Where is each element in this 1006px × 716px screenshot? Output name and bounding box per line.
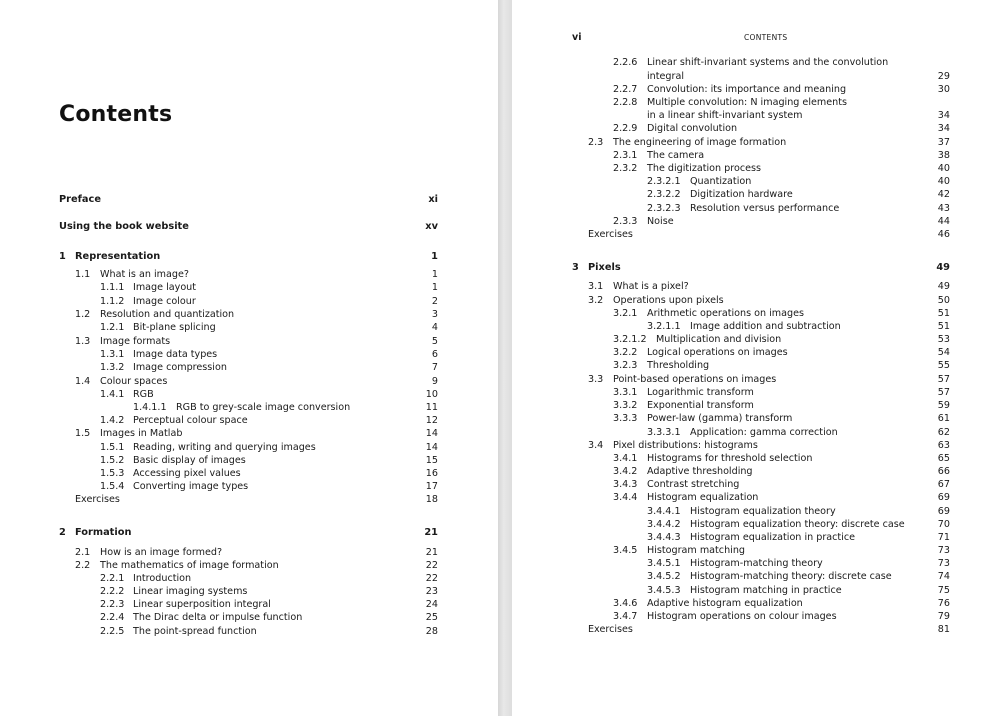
- toc-entry-title: RGB to grey-scale image conversion: [176, 402, 351, 413]
- toc-entry-number: 1.1.1: [100, 282, 125, 293]
- toc-entry-page: 22: [425, 560, 438, 571]
- toc-entry-page: 66: [937, 466, 950, 477]
- toc-entry-title: Histograms for threshold selection: [647, 453, 813, 464]
- toc-entry-number: 3.2.1.2: [613, 334, 647, 345]
- toc-entry-number: 2.3.2.3: [647, 203, 681, 214]
- toc-entry-page: 21: [425, 547, 438, 558]
- toc-entry-number: 2.2.5: [100, 626, 125, 637]
- toc-entry-title: Histogram equalization: [647, 492, 759, 503]
- toc-entry-number: 1.4.1.1: [133, 402, 167, 413]
- toc-entry-number: 2.2.3: [100, 599, 125, 610]
- toc-entry: [512, 373, 950, 386]
- toc-entry-page: 14: [425, 442, 438, 453]
- toc-entry-page: 5: [431, 336, 438, 347]
- toc-entry-number: 1.5: [75, 428, 91, 439]
- toc-entry-title: Perceptual colour space: [133, 415, 248, 426]
- toc-entry-page: 11: [425, 402, 438, 413]
- toc-entry-number: 2.2.1: [100, 573, 125, 584]
- toc-entry-number: 3.1: [588, 281, 604, 292]
- toc-entry-title: Reading, writing and querying images: [133, 442, 316, 453]
- toc-entry: [0, 625, 438, 638]
- toc-entry: [512, 491, 950, 504]
- toc-entry: [512, 96, 950, 109]
- toc-entry-title: Accessing pixel values: [133, 468, 241, 479]
- toc-entry-title: Histogram operations on colour images: [647, 611, 837, 622]
- toc-entry-page: 79: [937, 611, 950, 622]
- toc-entry-number: 3.4.3: [613, 479, 638, 490]
- toc-entry-page: 1: [431, 251, 438, 262]
- toc-entry-page: xi: [428, 194, 438, 205]
- toc-entry-number: 2.2.9: [613, 123, 638, 134]
- toc-entry-number: 1.5.4: [100, 481, 125, 492]
- toc-entry-page: 10: [425, 389, 438, 400]
- toc-entry-title: Histogram equalization in practice: [690, 532, 856, 543]
- toc-entry-page: 49: [936, 262, 950, 273]
- toc-entry: [0, 220, 438, 233]
- toc-entry-number: 3.4.4.3: [647, 532, 681, 543]
- toc-entry-title: Power-law (gamma) transform: [647, 413, 793, 424]
- toc-entry-number: 3.4.4.2: [647, 519, 681, 530]
- toc-entry-page: 21: [424, 527, 438, 538]
- toc-entry-number: 2.3.3: [613, 216, 638, 227]
- toc-entry-title: Exercises: [588, 229, 633, 240]
- left-page: [0, 0, 498, 716]
- toc-entry-title: Operations upon pixels: [613, 295, 724, 306]
- toc-entry-title: Basic display of images: [133, 455, 246, 466]
- toc-entry: [512, 228, 950, 241]
- toc-entry-number: 1.5.1: [100, 442, 125, 453]
- toc-entry: [512, 188, 950, 201]
- toc-entry-page: 63: [937, 440, 950, 451]
- toc-entry-number: 1.3.2: [100, 362, 125, 373]
- toc-entry-title: Using the book website: [59, 221, 189, 232]
- toc-entry-page: 34: [937, 110, 950, 121]
- toc-entry-title: Histogram matching: [647, 545, 745, 556]
- toc-entry-page: xv: [425, 221, 438, 232]
- toc-entry: [0, 361, 438, 374]
- toc-entry-title: in a linear shift-invariant system: [647, 110, 803, 121]
- toc-entry-title: Image colour: [133, 296, 196, 307]
- toc-entry-page: 23: [425, 586, 438, 597]
- toc-entry-page: 7: [431, 362, 438, 373]
- toc-entry-title: Pixel distributions: histograms: [613, 440, 758, 451]
- toc-entry-page: 57: [937, 374, 950, 385]
- toc-entry: [512, 518, 950, 531]
- toc-entry-number: 3.3.1: [613, 387, 638, 398]
- toc-entry: [0, 335, 438, 348]
- toc-entry-page: 46: [937, 229, 950, 240]
- toc-entry-title: Introduction: [133, 573, 192, 584]
- toc-entry-title: Convolution: its importance and meaning: [647, 84, 847, 95]
- toc-entry-number: 1.1: [75, 269, 91, 280]
- toc-entry-page: 9: [431, 376, 438, 387]
- toc-entry: [0, 375, 438, 388]
- toc-entry-number: 1.2.1: [100, 322, 125, 333]
- toc-entry-number: 3.4.5.3: [647, 585, 681, 596]
- toc-entry-page: 14: [425, 428, 438, 439]
- toc-entry: [0, 427, 438, 440]
- toc-entry: [0, 572, 438, 585]
- toc-entry: [512, 359, 950, 372]
- toc-entry-number: 2.2.7: [613, 84, 638, 95]
- toc-entry-page: 70: [937, 519, 950, 530]
- toc-entry: [512, 122, 950, 135]
- toc-entry-title: Linear shift-invariant systems and the convolution: [647, 57, 889, 68]
- toc-entry-number: 3.4: [588, 440, 604, 451]
- toc-entry-page: 17: [425, 481, 438, 492]
- toc-entry: [512, 531, 950, 544]
- toc-entry-page: 12: [425, 415, 438, 426]
- toc-entry-number: 2.2.8: [613, 97, 638, 108]
- right-page: [512, 0, 1006, 716]
- toc-entry-page: 65: [937, 453, 950, 464]
- toc-entry-title: Converting image types: [133, 481, 249, 492]
- toc-entry-page: 40: [937, 163, 950, 174]
- toc-entry: [0, 281, 438, 294]
- toc-entry-number: 3: [572, 262, 579, 273]
- toc-entry-page: 24: [425, 599, 438, 610]
- toc-entry-title: Exercises: [75, 494, 120, 505]
- toc-entry: [0, 250, 438, 263]
- toc-entry-page: 15: [425, 455, 438, 466]
- toc-entry: [0, 611, 438, 624]
- toc-entry: [0, 348, 438, 361]
- toc-entry-page: 2: [431, 296, 438, 307]
- toc-entry-page: 73: [937, 545, 950, 556]
- toc-entry-page: 29: [937, 71, 950, 82]
- toc-entry: [512, 478, 950, 491]
- toc-entry-title: Histogram-matching theory: discrete case: [690, 571, 892, 582]
- toc-entry-number: 3.2.2: [613, 347, 638, 358]
- toc-entry-number: 2.2.2: [100, 586, 125, 597]
- toc-entry-number: 1.4.1: [100, 389, 125, 400]
- toc-entry-number: 3.2.1.1: [647, 321, 681, 332]
- toc-entry-number: 2.2: [75, 560, 91, 571]
- toc-entry-number: 3.3.3: [613, 413, 638, 424]
- toc-entry-title: Quantization: [690, 176, 752, 187]
- toc-entry-title: Image layout: [133, 282, 197, 293]
- toc-entry-page: 75: [937, 585, 950, 596]
- toc-entry-number: 1.4.2: [100, 415, 125, 426]
- toc-entry-number: 3.3.2: [613, 400, 638, 411]
- toc-entry-page: 37: [937, 137, 950, 148]
- toc-entry-page: 59: [937, 400, 950, 411]
- toc-entry-title: What is an image?: [100, 269, 189, 280]
- toc-entry-title: How is an image formed?: [100, 547, 223, 558]
- toc-entry-title: Image data types: [133, 349, 218, 360]
- toc-entry: [512, 149, 950, 162]
- toc-entry-title: Linear superposition integral: [133, 599, 271, 610]
- toc-entry-title: The point-spread function: [133, 626, 257, 637]
- toc-entry: [0, 414, 438, 427]
- toc-entry-page: 62: [937, 427, 950, 438]
- toc-entry-title: The engineering of image formation: [613, 137, 787, 148]
- toc-entry-title: Application: gamma correction: [690, 427, 838, 438]
- toc-entry-page: 43: [937, 203, 950, 214]
- toc-entry-number: 2.3.1: [613, 150, 638, 161]
- toc-entry: [512, 261, 950, 274]
- toc-entry: [512, 544, 950, 557]
- toc-entry: [512, 307, 950, 320]
- toc-entry: [512, 215, 950, 228]
- toc-entry-page: 1: [431, 269, 438, 280]
- toc-entry-title: Preface: [59, 194, 101, 205]
- toc-entry-page: 34: [937, 123, 950, 134]
- toc-entry-page: 49: [937, 281, 950, 292]
- toc-entry-page: 6: [431, 349, 438, 360]
- toc-entry: [512, 294, 950, 307]
- toc-entry: [512, 109, 950, 122]
- toc-entry-title: Logarithmic transform: [647, 387, 754, 398]
- toc-entry-page: 22: [425, 573, 438, 584]
- toc-entry-number: 1.5.3: [100, 468, 125, 479]
- toc-entry-number: 3.3.3.1: [647, 427, 681, 438]
- toc-entry: [0, 321, 438, 334]
- toc-entry-number: 3.4.7: [613, 611, 638, 622]
- book-gutter: [498, 0, 512, 716]
- toc-entry-page: 69: [937, 492, 950, 503]
- toc-entry-page: 3: [431, 309, 438, 320]
- toc-entry-number: 1.3: [75, 336, 91, 347]
- toc-entry: [512, 623, 950, 636]
- toc-entry-page: 69: [937, 506, 950, 517]
- toc-entry-number: 3.4.6: [613, 598, 638, 609]
- toc-entry: [512, 83, 950, 96]
- toc-entry-number: 3.4.4.1: [647, 506, 681, 517]
- toc-entry: [0, 546, 438, 559]
- toc-entry-page: 28: [425, 626, 438, 637]
- toc-entry: [0, 193, 438, 206]
- toc-entry-number: 2.3.2: [613, 163, 638, 174]
- toc-entry-number: 2.3.2.2: [647, 189, 681, 200]
- toc-entry-number: 3.2.3: [613, 360, 638, 371]
- toc-entry-number: 2.3.2.1: [647, 176, 681, 187]
- toc-entry: [512, 399, 950, 412]
- toc-entry: [512, 162, 950, 175]
- toc-entry: [512, 465, 950, 478]
- toc-entry-number: 3.2: [588, 295, 604, 306]
- toc-entry-title: Histogram-matching theory: [690, 558, 823, 569]
- toc-entry-number: 1.2: [75, 309, 91, 320]
- toc-entry-title: Adaptive histogram equalization: [647, 598, 803, 609]
- toc-entry-title: Histogram equalization theory: [690, 506, 836, 517]
- toc-entry: [0, 268, 438, 281]
- toc-entry: [512, 202, 950, 215]
- toc-entry-page: 73: [937, 558, 950, 569]
- toc-entry: [512, 56, 950, 69]
- toc-entry: [512, 346, 950, 359]
- toc-entry-number: 3.4.2: [613, 466, 638, 477]
- toc-entry-title: The camera: [647, 150, 705, 161]
- toc-entry-page: 25: [425, 612, 438, 623]
- toc-entry: [512, 412, 950, 425]
- toc-entry-page: 4: [431, 322, 438, 333]
- toc-entry: [0, 401, 438, 414]
- toc-entry-page: 1: [431, 282, 438, 293]
- toc-entry-number: 2: [59, 527, 66, 538]
- toc-entry: [512, 570, 950, 583]
- toc-entry-page: 51: [937, 321, 950, 332]
- toc-entry-number: 1.3.1: [100, 349, 125, 360]
- toc-entry-title: Noise: [647, 216, 674, 227]
- toc-entry-title: Linear imaging systems: [133, 586, 248, 597]
- toc-entry-title: What is a pixel?: [613, 281, 689, 292]
- toc-entry: [512, 136, 950, 149]
- toc-entry: [512, 452, 950, 465]
- toc-entry: [0, 441, 438, 454]
- toc-entry: [512, 386, 950, 399]
- running-head: CONTENTS: [744, 33, 788, 42]
- toc-entry-page: 76: [937, 598, 950, 609]
- running-page-number: vi: [572, 32, 582, 43]
- toc-entry-title: Representation: [75, 251, 161, 262]
- toc-entry-title: Arithmetic operations on images: [647, 308, 805, 319]
- toc-entry: [0, 526, 438, 539]
- toc-entry-title: Thresholding: [647, 360, 710, 371]
- toc-entry-title: The Dirac delta or impulse function: [133, 612, 303, 623]
- toc-entry-page: 55: [937, 360, 950, 371]
- toc-entry-number: 3.4.5.2: [647, 571, 681, 582]
- toc-entry-page: 51: [937, 308, 950, 319]
- toc-entry-title: Formation: [75, 527, 132, 538]
- contents-title: Contents: [59, 102, 173, 127]
- toc-entry: [512, 557, 950, 570]
- toc-entry-number: 1.5.2: [100, 455, 125, 466]
- toc-entry: [0, 585, 438, 598]
- toc-entry: [512, 610, 950, 623]
- toc-entry-number: 1: [59, 251, 66, 262]
- toc-entry-page: 57: [937, 387, 950, 398]
- toc-entry-page: 16: [425, 468, 438, 479]
- toc-entry-page: 38: [937, 150, 950, 161]
- toc-entry-title: Image addition and subtraction: [690, 321, 841, 332]
- toc-entry-number: 2.2.6: [613, 57, 638, 68]
- toc-entry: [512, 597, 950, 610]
- toc-entry-title: Exponential transform: [647, 400, 754, 411]
- toc-entry-title: Colour spaces: [100, 376, 168, 387]
- toc-entry-page: 54: [937, 347, 950, 358]
- toc-entry-number: 3.4.5.1: [647, 558, 681, 569]
- toc-entry: [512, 584, 950, 597]
- toc-entry-title: Multiplication and division: [656, 334, 782, 345]
- toc-entry-title: Logical operations on images: [647, 347, 788, 358]
- toc-entry: [0, 480, 438, 493]
- toc-entry: [512, 280, 950, 293]
- toc-entry-title: Bit-plane splicing: [133, 322, 216, 333]
- toc-entry: [0, 493, 438, 506]
- toc-entry-page: 18: [425, 494, 438, 505]
- toc-entry-title: Point-based operations on images: [613, 374, 777, 385]
- toc-entry-title: Resolution and quantization: [100, 309, 235, 320]
- toc-entry: [512, 70, 950, 83]
- toc-entry-title: The mathematics of image formation: [100, 560, 279, 571]
- toc-entry: [0, 559, 438, 572]
- toc-entry-title: Contrast stretching: [647, 479, 740, 490]
- toc-entry-number: 3.2.1: [613, 308, 638, 319]
- toc-entry-page: 44: [937, 216, 950, 227]
- toc-entry-title: Adaptive thresholding: [647, 466, 753, 477]
- toc-entry-title: integral: [647, 71, 684, 82]
- toc-entry-title: Multiple convolution: N imaging elements: [647, 97, 847, 108]
- toc-entry: [512, 505, 950, 518]
- toc-entry-title: Images in Matlab: [100, 428, 183, 439]
- toc-entry-title: Pixels: [588, 262, 621, 273]
- toc-entry-page: 71: [937, 532, 950, 543]
- toc-entry-title: Exercises: [588, 624, 633, 635]
- toc-entry: [0, 308, 438, 321]
- toc-entry-title: Histogram matching in practice: [690, 585, 842, 596]
- toc-entry-title: Digital convolution: [647, 123, 738, 134]
- toc-entry-title: Image compression: [133, 362, 227, 373]
- toc-entry: [512, 333, 950, 346]
- toc-entry-page: 81: [937, 624, 950, 635]
- toc-entry-number: 3.4.5: [613, 545, 638, 556]
- toc-entry-number: 1.4: [75, 376, 91, 387]
- toc-entry-page: 67: [937, 479, 950, 490]
- toc-entry-page: 40: [937, 176, 950, 187]
- toc-entry-title: Resolution versus performance: [690, 203, 840, 214]
- toc-entry: [0, 388, 438, 401]
- toc-entry-number: 3.4.4: [613, 492, 638, 503]
- toc-entry-title: RGB: [133, 389, 154, 400]
- toc-entry-title: Histogram equalization theory: discrete case: [690, 519, 905, 530]
- toc-entry-number: 3.4.1: [613, 453, 638, 464]
- toc-entry-page: 74: [937, 571, 950, 582]
- toc-entry-page: 50: [937, 295, 950, 306]
- toc-entry-number: 2.2.4: [100, 612, 125, 623]
- toc-entry: [0, 467, 438, 480]
- toc-entry-number: 1.1.2: [100, 296, 125, 307]
- toc-entry-page: 42: [937, 189, 950, 200]
- toc-entry: [512, 426, 950, 439]
- toc-entry: [0, 598, 438, 611]
- toc-entry: [512, 439, 950, 452]
- toc-entry-number: 3.3: [588, 374, 604, 385]
- toc-entry-title: Digitization hardware: [690, 189, 793, 200]
- toc-entry-title: Image formats: [100, 336, 171, 347]
- toc-entry-title: The digitization process: [647, 163, 762, 174]
- toc-entry-number: 2.3: [588, 137, 604, 148]
- toc-entry-number: 2.1: [75, 547, 91, 558]
- toc-entry: [0, 295, 438, 308]
- toc-entry: [0, 454, 438, 467]
- toc-entry: [512, 175, 950, 188]
- toc-entry-page: 53: [937, 334, 950, 345]
- toc-entry-page: 30: [937, 84, 950, 95]
- toc-entry-page: 61: [937, 413, 950, 424]
- toc-entry: [512, 320, 950, 333]
